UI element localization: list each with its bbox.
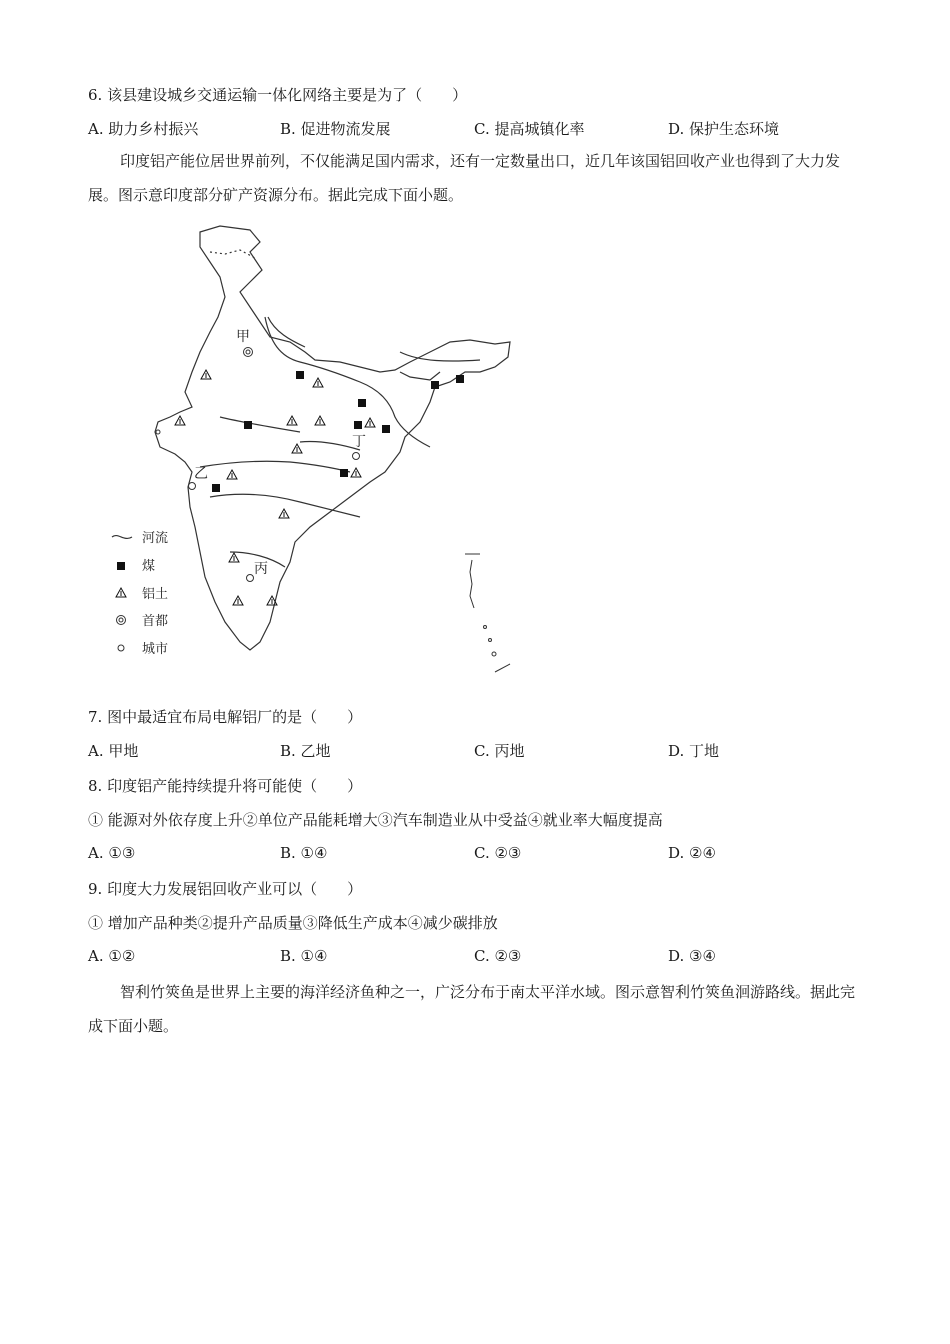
city-icon-bing	[247, 575, 254, 582]
nicobar-island-2	[489, 639, 492, 642]
city-icon-ding	[353, 453, 360, 460]
city-icon-west	[156, 430, 160, 434]
bauxite-triangle-icon	[116, 588, 126, 597]
bauxite-icon	[227, 470, 237, 479]
bauxite-icon	[313, 378, 323, 387]
india-outline	[155, 226, 510, 650]
andaman-islands	[470, 560, 474, 608]
india-mineral-map	[100, 222, 530, 684]
mahanadi-river	[300, 441, 360, 450]
label-jia: 甲	[236, 329, 250, 345]
coal-icon	[244, 421, 252, 429]
capital-icon-inner	[246, 350, 250, 354]
coal-icon	[212, 484, 220, 492]
legend-label-river: 河流	[142, 531, 169, 546]
coal-square-icon	[117, 562, 125, 570]
coal-icon	[456, 375, 464, 383]
q8-statements: ① 能源对外依存度上升②单位产品能耗增大③汽车制造业从中受益④就业率大幅度提高	[88, 811, 663, 829]
capital-double-circle-icon	[117, 616, 126, 625]
bauxite-icon	[365, 418, 375, 427]
q6-option-d[interactable]: D. 保护生态环境	[668, 120, 780, 138]
bauxite-icon	[351, 468, 361, 477]
q9-statements: ① 增加产品种类②提升产品质量③降低生产成本④减少碳排放	[88, 914, 498, 932]
capital-icon	[244, 348, 253, 357]
legend-label-bauxite: 铝土	[142, 587, 169, 602]
passage-chilean-jack-mackerel: 智利竹筴鱼是世界上主要的海洋经济鱼种之一，广泛分布于南太平洋水域。图示意智利竹筴鱼洄游路线。据此完成下面小题。	[88, 983, 856, 1035]
coal-icon	[431, 381, 439, 389]
label-yi: 乙	[194, 466, 208, 482]
bauxite-icon	[279, 509, 289, 518]
bauxite-icon	[201, 370, 211, 379]
q6-stem: 6. 该县建设城乡交通运输一体化网络主要是为了（ ）	[88, 86, 468, 104]
legend-label-city: 城市	[142, 642, 169, 657]
coal-icon	[354, 421, 362, 429]
q8-option-a[interactable]: A. ①③	[88, 844, 136, 862]
coal-icon	[382, 425, 390, 433]
bauxite-icon	[287, 416, 297, 425]
bauxite-icon	[315, 416, 325, 425]
brahmaputra-river	[400, 352, 480, 361]
q7-option-b[interactable]: B. 乙地	[280, 742, 331, 760]
q9-option-a[interactable]: A. ①②	[88, 947, 136, 965]
q7-stem: 7. 图中最适宜布局电解铝厂的是（ ）	[88, 708, 363, 726]
disputed-border	[210, 250, 255, 258]
river-symbol-icon	[112, 536, 132, 539]
q8-option-d[interactable]: D. ②④	[668, 844, 716, 862]
bauxite-icon	[175, 416, 185, 425]
bauxite-icon	[233, 596, 243, 605]
island-mark-bottom	[495, 664, 510, 672]
q7-option-c[interactable]: C. 丙地	[474, 742, 525, 760]
q6-option-a[interactable]: A. 助力乡村振兴	[88, 120, 199, 138]
q7-option-d[interactable]: D. 丁地	[668, 742, 720, 760]
capital-double-circle-inner	[119, 618, 123, 622]
nicobar-island-3	[492, 652, 496, 656]
northeast-outline	[400, 372, 440, 380]
q9-option-d[interactable]: D. ③④	[668, 947, 716, 965]
coal-icon	[340, 469, 348, 477]
label-bing: 丙	[254, 561, 268, 577]
q8-stem: 8. 印度铝产能持续提升将可能使（ ）	[88, 777, 363, 795]
q7-option-a[interactable]: A. 甲地	[88, 742, 139, 760]
coal-icon	[358, 399, 366, 407]
q9-option-b[interactable]: B. ①④	[280, 947, 328, 965]
bauxite-icon	[229, 553, 239, 562]
passage-india-aluminum: 印度铝产能位居世界前列，不仅能满足国内需求，还有一定数量出口，近几年该国铝回收产业也得到了大力发展。图示意印度部分矿产资源分布。据此完成下面小题。	[88, 152, 841, 204]
ganges-river	[265, 317, 430, 447]
narmada-river	[200, 461, 350, 472]
q8-option-c[interactable]: C. ②③	[474, 844, 522, 862]
q9-stem: 9. 印度大力发展铝回收产业可以（ ）	[88, 880, 363, 898]
legend-label-coal: 煤	[142, 559, 156, 574]
coal-icon	[296, 371, 304, 379]
legend-label-capital: 首都	[142, 614, 169, 629]
q9-option-c[interactable]: C. ②③	[474, 947, 522, 965]
q6-option-c[interactable]: C. 提高城镇化率	[474, 120, 585, 138]
nicobar-island-1	[484, 626, 487, 629]
label-ding: 丁	[352, 434, 366, 450]
city-circle-icon	[118, 645, 124, 651]
city-icon-yi	[189, 483, 196, 490]
q6-option-b[interactable]: B. 促进物流发展	[280, 120, 391, 138]
q8-option-b[interactable]: B. ①④	[280, 844, 328, 862]
map-legend	[112, 530, 168, 657]
bauxite-icon	[292, 444, 302, 453]
